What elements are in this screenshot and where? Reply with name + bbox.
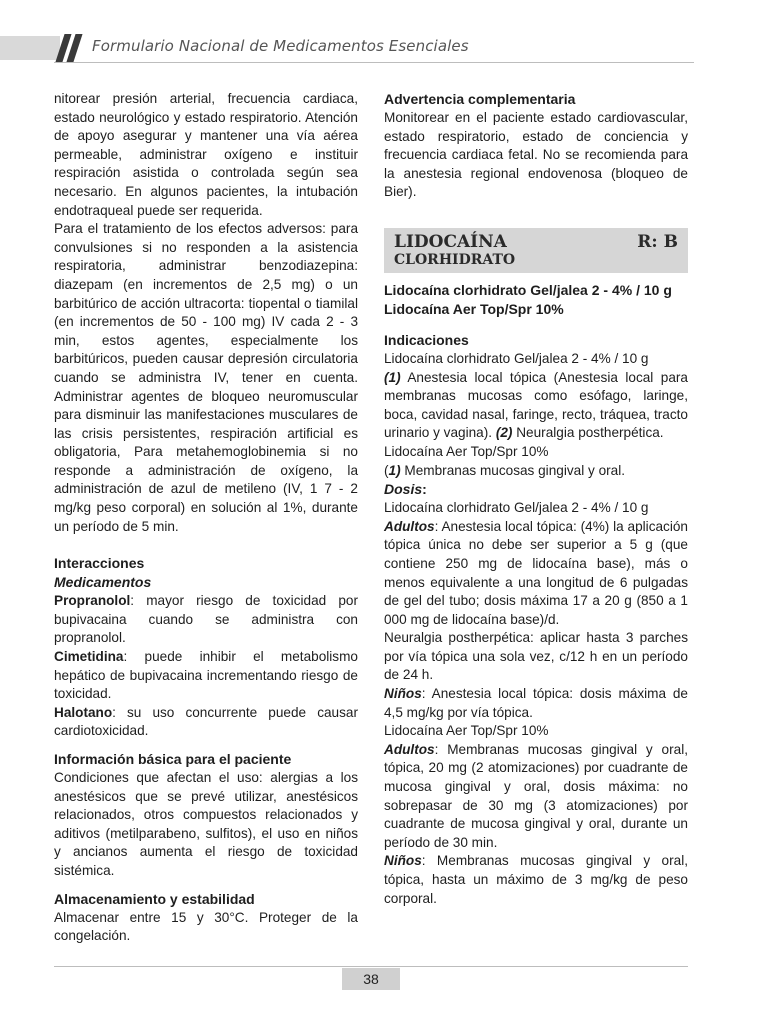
dosis-subheading: Lidocaína clorhidrato Gel/jalea 2 - 4% / 10 g xyxy=(384,500,649,516)
indication-subheading: Lidocaína clorhidrato Gel/jalea 2 - 4% / 10 g xyxy=(384,350,649,366)
drug-name: Halotano xyxy=(54,704,113,720)
running-header-title: Formulario Nacional de Medicamentos Esenciales xyxy=(92,37,469,55)
dosis-text: Adultos: Anestesia local tópica: (4%) la aplicación tópica única no debe ser superior a 5 g (que contiene 250 mg de lidocaína base), más o menos equivalente a una longitud de 6 pulgadas de gel del tubo; dosis máxima 17 a 20 g (850 a 1 000 mg de lidocaína base)/d. xyxy=(384,518,688,627)
interaction-entry: Cimetidina: puede inhibir el metabolismo hepático de bupivacaina incrementando riesgo de toxicidad. xyxy=(54,649,358,702)
presentation-line: Lidocaína clorhidrato Gel/jalea 2 - 4% / 10 g xyxy=(384,281,672,298)
section-heading-advertencia: Advertencia complementaria xyxy=(384,91,576,107)
drug-name: Cimetidina xyxy=(54,649,124,665)
header-gray-bar xyxy=(0,36,60,60)
dosis-text: Neuralgia postherpética: aplicar hasta 3 parches por vía tópica una sola vez, c/12 h en un período de 24 h. xyxy=(384,630,688,683)
paragraph: Monitorear en el paciente estado cardiovascular, estado respiratorio, estado de conciencia y frecuencia cardiaca fetal. No se recomienda para la anestesia regional endovenosa (bloqueo de Bier). xyxy=(384,110,688,200)
dosis-text: Adultos: Membranas mucosas gingival y oral, tópica, 20 mg (2 atomizaciones) por cuadrante de mucosa gingival y oral, dosis máxima: no sobrepasar de 30 mg (3 atomizaciones) por cuadrante de mucosa gingival y oral, durante un período de 30 min. xyxy=(384,741,688,850)
dosis-text: Niños: Anestesia local tópica: dosis máxima de 4,5 mg/kg por vía tópica. xyxy=(384,686,688,720)
header-stripes-decoration xyxy=(56,34,86,62)
paragraph: nitorear presión arterial, frecuencia cardiaca, estado neurológico y estado respiratorio. Atención de apoyo asegurar y mantener una vía aérea permeable, administrar oxígeno e instituir respiración asistida o controlada según sea necesario. En algunos pacientes, la intubación endotraqueal puede ser requerida. xyxy=(54,91,358,218)
interaction-entry: Halotano: su uso concurrente puede causar cardiotoxicidad. xyxy=(54,704,358,739)
footer-rule xyxy=(54,966,688,967)
presentation-line: Lidocaína Aer Top/Spr 10% xyxy=(384,300,564,317)
paragraph: Para el tratamiento de los efectos adversos: para convulsiones si no responden a la asistencia respiratoria, administrar benzodiazepina: diazepam (en incrementos de 2,5 mg) o un barbitúrico de acción ultracorta: tiopental o tiamilal (en incrementos de 50 - 100 mg) IV cada 2 - 3 min, estos agentes, especialmente los barbitúricos, pueden causar depresión circulatoria cuando se administra IV, tener en cuenta. Administrar agentes de bloqueo neuromuscular para disminuir las manifestaciones musculares de las crisis persistentes, respiración artificial es obligatoria, Para metahemoglobinemia si no responde a administración de oxígeno, la administración de azul de metileno (IV, 1 7 - 2 mg/kg peso corporal) en solución al 1%, durante un período de 5 min. xyxy=(54,221,358,534)
left-column xyxy=(54,90,358,946)
right-column xyxy=(384,90,688,908)
section-heading-almacenamiento: Almacenamiento y estabilidad xyxy=(54,890,255,907)
section-heading-info-paciente: Información básica para el paciente xyxy=(54,751,292,767)
interaction-entry: Propranolol: mayor riesgo de toxicidad por bupivacaina cuando se administra con propranolol. xyxy=(54,593,358,646)
drug-classification: R: B xyxy=(637,231,678,252)
paragraph: Almacenar entre 15 y 30°C. Proteger de la congelación. xyxy=(54,909,358,944)
section-heading-dosis: Dosis: xyxy=(384,481,427,498)
dosis-subheading: Lidocaína Aer Top/Spr 10% xyxy=(384,723,549,739)
header-rule xyxy=(54,62,694,63)
indication-text: (1) Anestesia local tópica (Anestesia local para membranas mucosas como esófago, laringe, boca, cavidad nasal, faringe, recto, tráquea, tracto urinario y vagina). (2) Neuralgia postherpética. xyxy=(384,369,688,441)
subsection-heading-medicamentos: Medicamentos xyxy=(54,574,152,591)
indication-text: (1) Membranas mucosas gingival y oral. xyxy=(384,462,626,478)
section-heading-indicaciones: Indicaciones xyxy=(384,331,469,348)
drug-name: Propranolol xyxy=(54,593,131,609)
drug-name-heading: LIDOCAÍNA xyxy=(394,231,507,252)
section-heading-interacciones: Interacciones xyxy=(54,555,145,572)
dosis-text: Niños: Membranas mucosas gingival y oral, tópica, hasta un máximo de 3 mg/kg de peso corporal. xyxy=(384,853,688,906)
indication-subheading: Lidocaína Aer Top/Spr 10% xyxy=(384,443,549,459)
drug-title-box xyxy=(384,228,688,273)
paragraph: Condiciones que afectan el uso: alergias a los anestésicos que se prevé utilizar, anestésicos relacionados, otros compuestos relacionados y aditivos (metilparabeno, sulfitos), el uso en niños y ancianos aumenta el riesgo de toxicidad sistémica. xyxy=(54,770,358,878)
drug-salt-heading: CLORHIDRATO xyxy=(394,251,516,268)
page-number: 38 xyxy=(342,968,400,990)
